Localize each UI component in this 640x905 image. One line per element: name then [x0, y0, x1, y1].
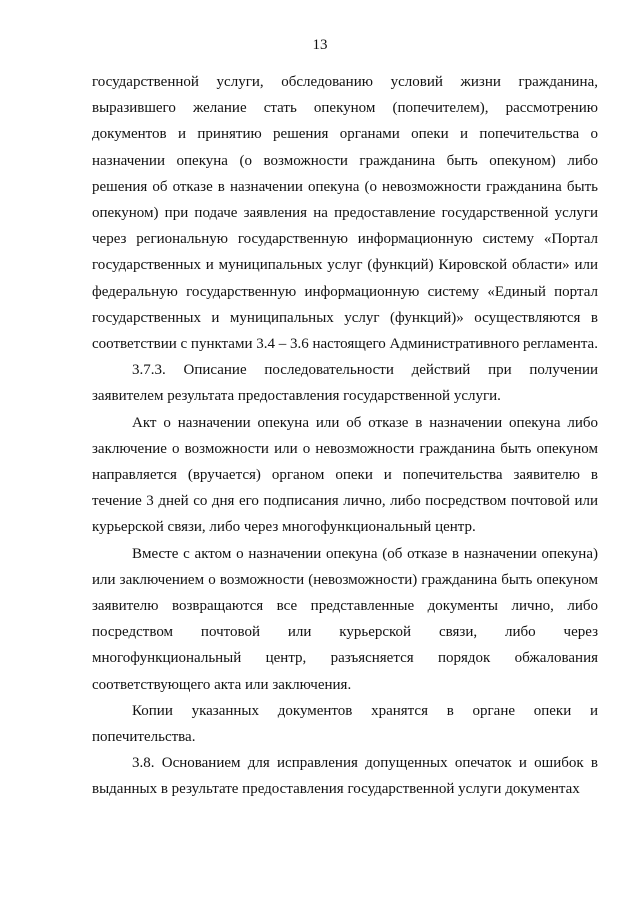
paragraph-3-8-start: 3.8. Основанием для исправления допущенных опечаток и ошибок в выданных в результате предоставления государственной услуги документах [92, 755, 598, 798]
paragraph-continuation: государственной услуги, обследованию условий жизни гражданина, выразившего желание стать опекуном (попечителем), рассмотрению документов и принятию решения органами опеки и попечительства о назначении опекуна (о возможности гражданина быть опекуном) либо решения об отказе в назначении опекуна (о невозможности гражданина быть опекуном) при подаче заявления на предоставление государственной услуги через региональную государственную информационную систему «Портал государственных и муниципальных услуг (функций) Кировской области» или федеральную государственную информационную систему «Единый портал государственных и муниципальных услуг (функций)» осуществляются в соответствии с пунктами 3.4 – 3.6 настоящего Административного регламента. [92, 74, 598, 353]
paragraph-documents-return: Вместе с актом о назначении опекуна (об отказе в назначении опекуна) или заключением о возможности (невозможности) гражданина быть опекуном заявителю возвращаются все представленные документы лично, либо посредством почтовой или курьерской связи, либо через многофункциональный центр, разъясняется порядок обжалования соответствующего акта или заключения. [92, 545, 598, 693]
paragraph-copies-stored: Копии указанных документов хранятся в органе опеки и попечительства. [92, 702, 598, 746]
paragraph-3-7-3-heading: 3.7.3. Описание последовательности действий при получении заявителем результата предоставления государственной услуги. [92, 362, 598, 405]
paragraph-act-delivery: Акт о назначении опекуна или об отказе в назначении опекуна либо заключение о возможности или о невозможности гражданина быть опекуном направляется (вручается) органом опеки и попечительства заявителю в течение 3 дней со дня его подписания лично, либо посредством почтовой или курьерской связи, либо через многофункциональный центр. [92, 414, 598, 536]
document-body [92, 69, 598, 803]
page-number: 13 [312, 37, 328, 53]
